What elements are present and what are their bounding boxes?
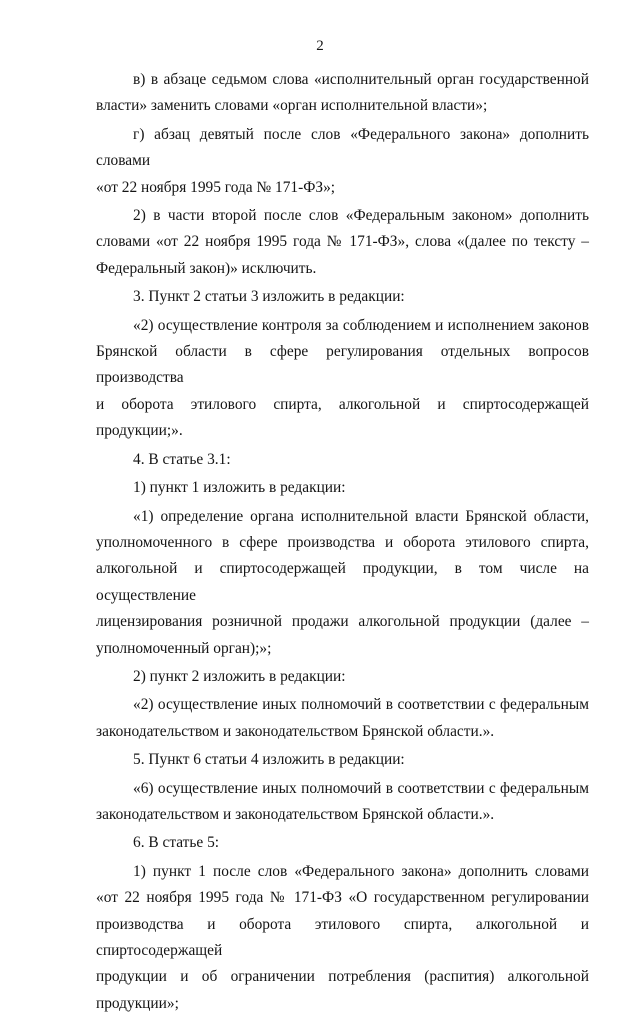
text-line: власти» заменить словами «орган исполнительной власти»; [96,97,488,115]
text-line: «1) определение органа исполнительной власти Брянской области, [133,507,589,525]
text-line: 4. В статье 3.1: [133,450,231,468]
text-line: «6) осуществление иных полномочий в соответствии с федеральным [133,779,589,797]
text-line: «2) осуществление контроля за соблюдением и исполнением законов [133,316,589,334]
text-line: Федеральный закон)» исключить. [96,259,317,277]
text-line: лицензирования розничной продажи алкогольной продукции (далее – [96,613,589,631]
page-number: 2 [316,38,324,54]
text-line: производства и оборота этилового спирта, алкогольной и спиртосодержащей [96,915,589,959]
text-line: продукции и об ограничении потребления (распития) алкогольной [96,968,589,986]
text-line: в) в абзаце седьмом слова «исполнительный орган государственной [133,71,589,88]
text-line: Брянской области в сфере регулирования отдельных вопросов производства [96,343,589,387]
text-line: 2) пункт 2 изложить в редакции: [133,667,346,685]
text-line: продукции»; [96,994,179,1012]
text-line: 2) в части второй после слов «Федеральным законом» дополнить [133,207,589,225]
text-line: и оборота этилового спирта, алкогольной и спиртосодержащей продукции;». [96,395,589,440]
text-line: уполномоченного в сфере производства и оборота этилового спирта, [96,533,589,551]
text-line: г) абзац девятый после слов «Федерального закона» дополнить словами [96,125,589,170]
text-line: 3. Пункт 2 статьи 3 изложить в редакции: [133,288,405,306]
text-line: 5. Пункт 6 статьи 4 изложить в редакции: [133,751,405,769]
text-line: 6. В статье 5: [133,834,220,852]
text-line: законодательством и законодательством Брянской области.». [96,805,495,823]
text-line: алкогольной и спиртосодержащей продукции, в том числе на осуществление [96,560,589,604]
text-line: уполномоченный орган);»; [96,639,272,657]
document-body [96,67,589,1019]
text-line: законодательством и законодательством Брянской области.». [96,722,495,740]
text-line: «от 22 ноября 1995 года № 171-ФЗ «О государственном регулировании [96,889,589,907]
text-line: «от 22 ноября 1995 года № 171-ФЗ»; [96,178,336,196]
text-line: «2) осуществление иных полномочий в соответствии с федеральным [133,696,589,714]
text-line: 1) пункт 1 после слов «Федерального закона» дополнить словами [133,862,589,880]
text-line: 1) пункт 1 изложить в редакции: [133,479,346,497]
text-line: словами «от 22 ноября 1995 года № 171-ФЗ», слова «(далее по тексту – [96,233,589,251]
